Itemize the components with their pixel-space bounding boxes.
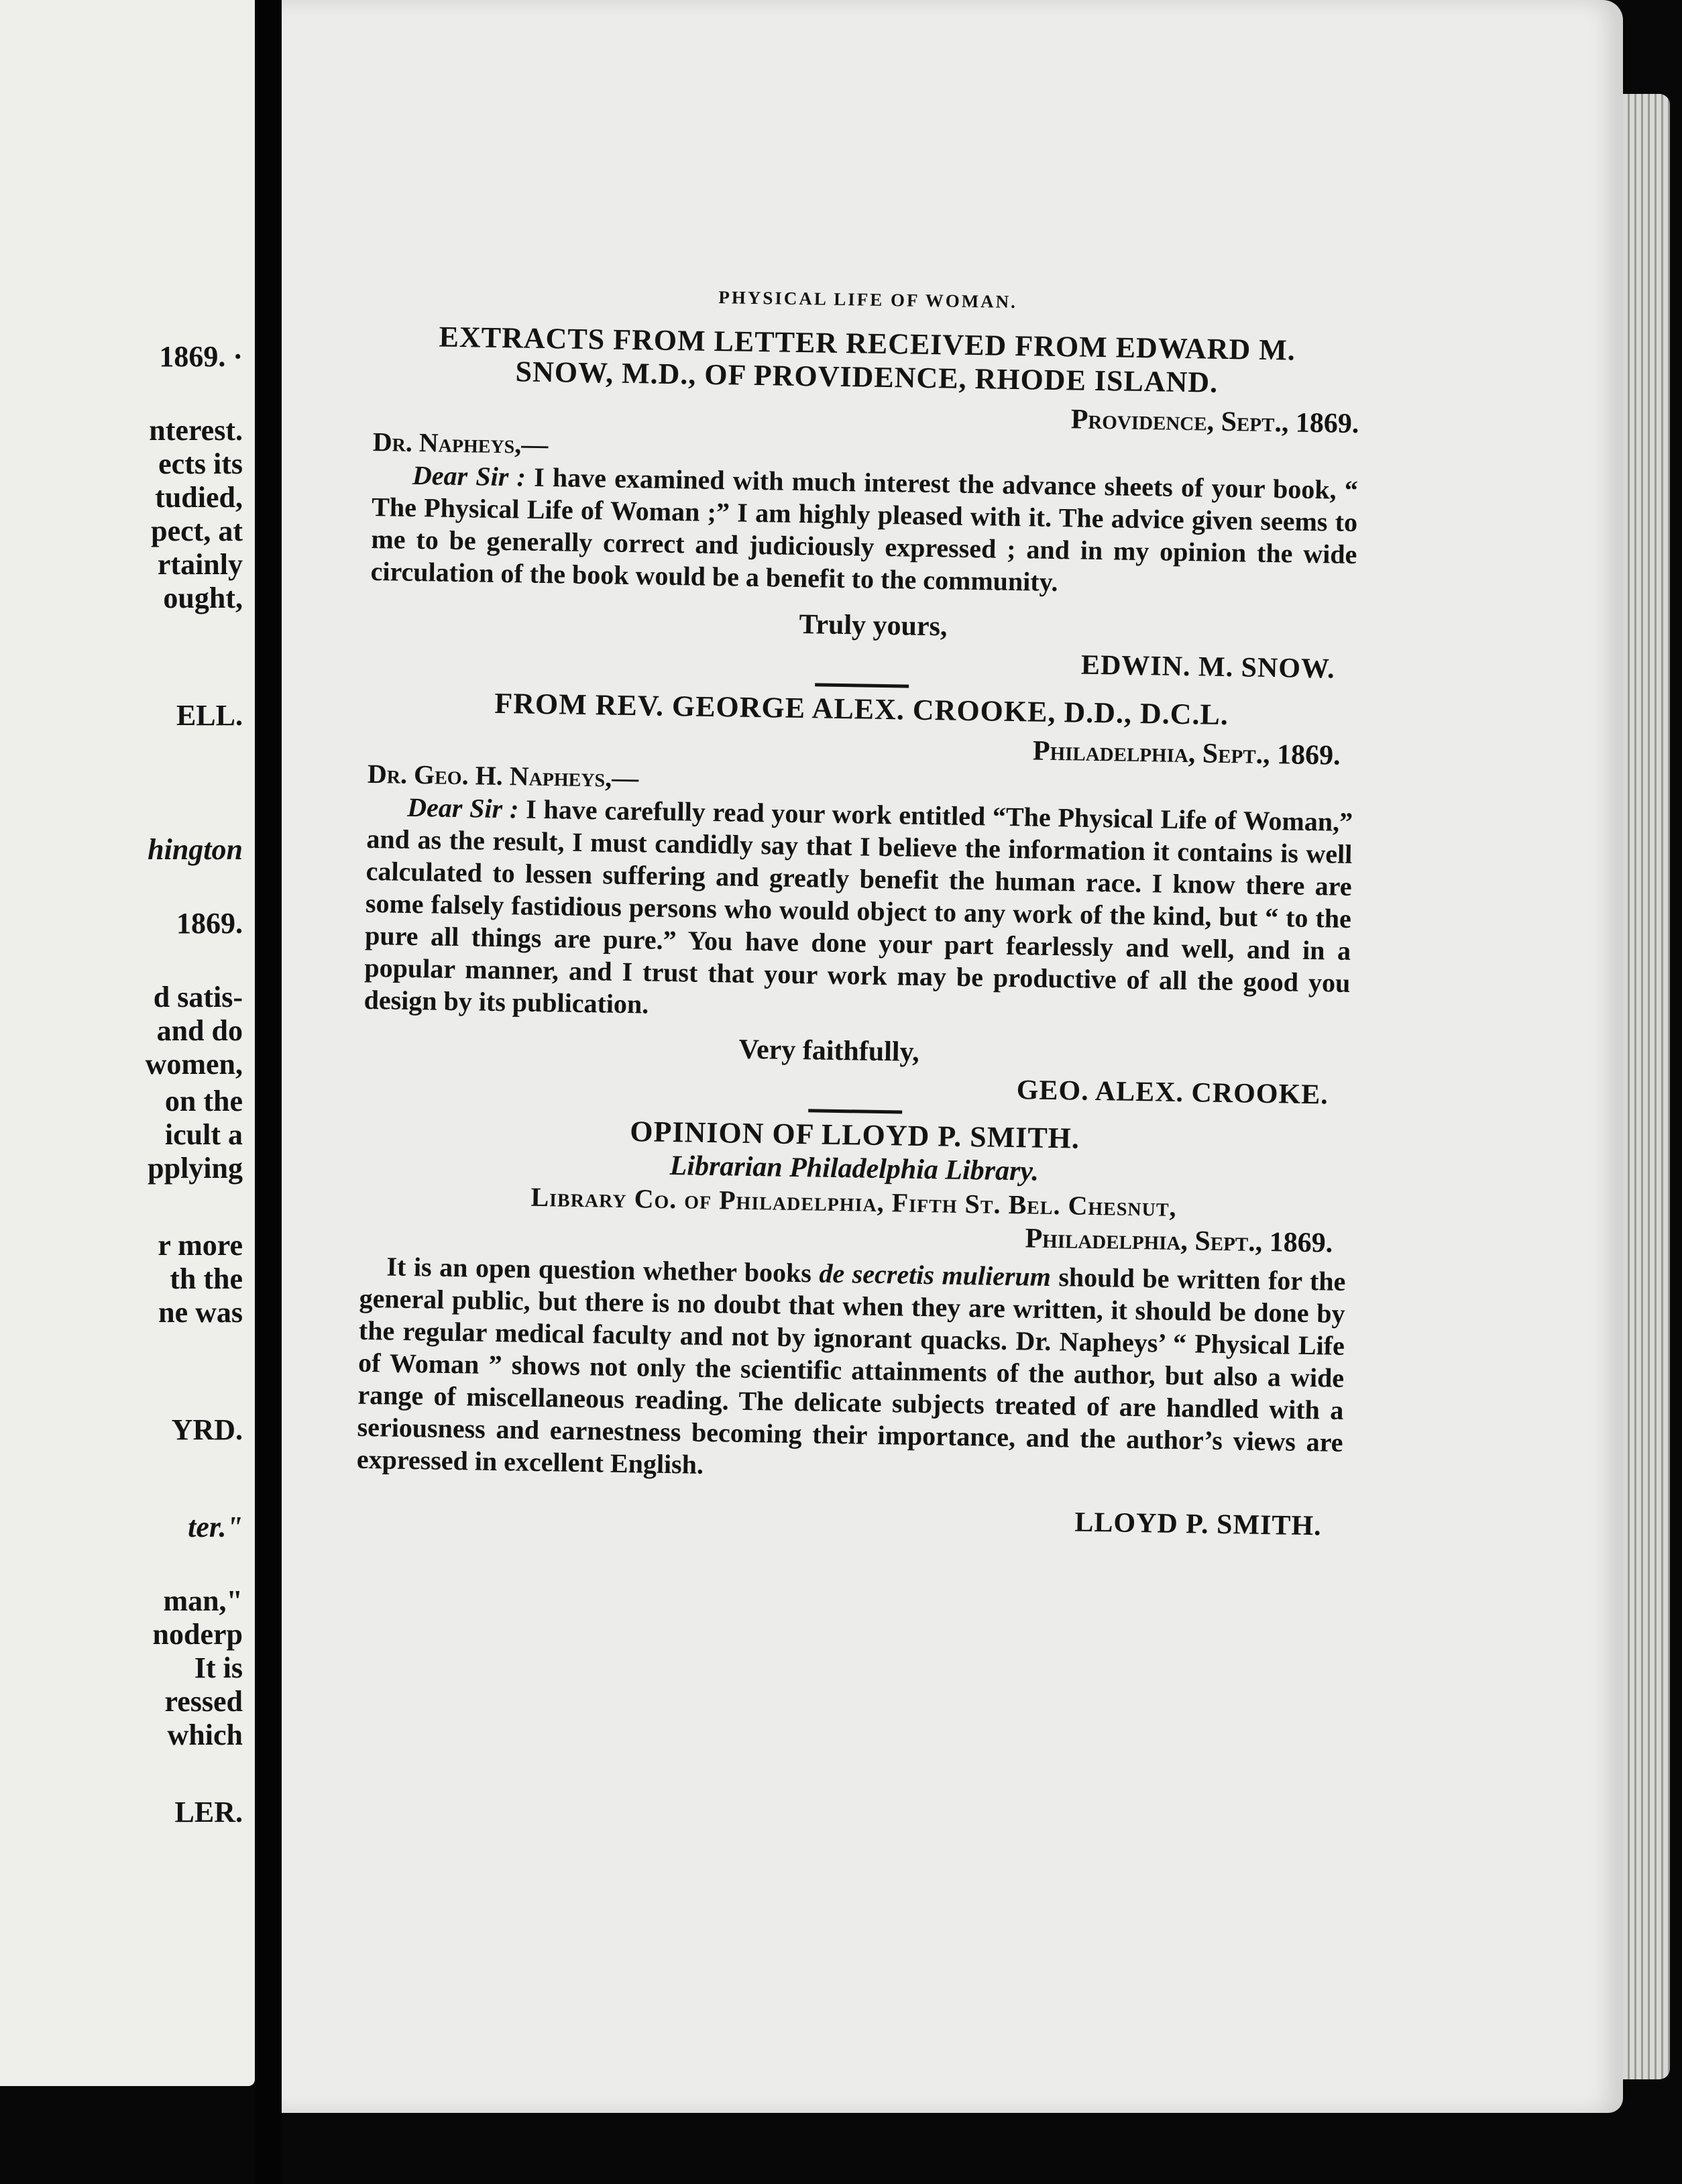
- body-text-cont: should be written for the general public, but there is no doubt that when they are written, it should be done by the regular medical faculty and not by ignorant quacks. Dr. Napheys’ “ Physical Life of Woman ” shows not only the scientific attainments of the author, but also a wide range of miscellaneous reading. The delicate subjects treated of are handled with a seriousness and earnestness becoming their importance, and the author’s views are expressed in excellent English.: [356, 1262, 1346, 1480]
- facing-page-line: tudied,: [155, 481, 243, 514]
- facing-page-line: ne was: [158, 1296, 243, 1329]
- facing-page-line: r more: [158, 1229, 243, 1262]
- letter-crooke: [362, 685, 1354, 1113]
- facing-page-line: on the: [164, 1085, 243, 1117]
- facing-page-line: LER.: [174, 1796, 243, 1828]
- facing-page-line: women,: [145, 1048, 243, 1081]
- letter-snow: [369, 319, 1360, 688]
- facing-page-line: 1869. ·: [159, 340, 243, 373]
- dateline: Philadelphia, Sept., 1869.: [1025, 1223, 1333, 1259]
- letter-body: [370, 459, 1358, 603]
- section-heading: OPINION OF LLOYD P. SMITH.: [629, 1115, 1080, 1155]
- dateline: Philadelphia, Sept., 1869.: [1032, 735, 1341, 771]
- address-line: Library Co. of Philadelphia, Fifth St. Bel. Chesnut,: [530, 1181, 1177, 1222]
- facing-page-line: pplying: [148, 1152, 243, 1185]
- signature: LLOYD P. SMITH.: [1074, 1507, 1322, 1542]
- section-heading: FROM REV. GEORGE ALEX. CROOKE, D.D., D.C.L.: [494, 686, 1229, 732]
- signature: EDWIN. M. SNOW.: [1080, 649, 1335, 685]
- greeting: Dear Sir :: [406, 791, 519, 824]
- section-divider: [815, 683, 909, 688]
- section-heading-cont: SNOW, M.D., OF PROVIDENCE, RHODE ISLAND.: [515, 355, 1219, 399]
- book-gutter: [255, 0, 282, 2184]
- facing-page-line: man,": [163, 1584, 243, 1617]
- dateline: Providence, Sept., 1869.: [1070, 404, 1359, 440]
- latin-phrase: de secretis mulierum: [819, 1258, 1052, 1292]
- facing-page-line: ects its: [158, 447, 243, 480]
- body-text: It is an open question whether books: [386, 1251, 820, 1289]
- opinion-body: [357, 1250, 1346, 1491]
- opinion-smith: [355, 1111, 1348, 1545]
- facing-page-line: ressed: [164, 1685, 243, 1718]
- section-divider: [808, 1109, 902, 1113]
- facing-page-line: and do: [156, 1014, 243, 1047]
- closing: Truly yours,: [799, 608, 948, 643]
- page-edges: [1623, 94, 1670, 2079]
- closing: Very faithfully,: [738, 1034, 920, 1068]
- facing-page-line: pect, at: [151, 514, 243, 547]
- facing-page-line: ELL.: [176, 699, 243, 732]
- facing-page-line: ought,: [163, 582, 243, 614]
- facing-page-line: d satis-: [153, 981, 243, 1014]
- facing-page-line: It is: [194, 1651, 243, 1684]
- facing-page-line: ter.": [188, 1511, 243, 1543]
- section-subheading: Librarian Philadelphia Library.: [669, 1150, 1040, 1187]
- facing-page-line: hington: [148, 833, 243, 866]
- letter-body: [363, 791, 1353, 1032]
- page-text-block: [355, 262, 1361, 1545]
- section-heading: EXTRACTS FROM LETTER RECEIVED FROM EDWARD M.: [439, 320, 1296, 367]
- facing-page-line: 1869.: [176, 907, 243, 940]
- body-text: I have carefully read your work entitled “The Physical Life of Woman,” and as the result, I must candidly say that I believe the information it contains is well calculated to lessen suffering and greatly benefit the human race. I know there are some falsely fastidious persons who would object to any work of the kind, but “ to the pure all things are pure.” You have done your part fearlessly and well, and in a popular manner, and I trust that your work may be productive of all the good you design by its publication.: [363, 794, 1353, 1020]
- salutation: Dr. Geo. H. Napheys,—: [367, 758, 639, 794]
- facing-page-line: icult a: [164, 1118, 243, 1151]
- facing-page-line: nterest.: [149, 414, 243, 447]
- facing-page-line: rtainly: [157, 548, 243, 581]
- facing-page-line: noderp: [152, 1618, 243, 1651]
- facing-page-line: th the: [170, 1262, 243, 1295]
- signature: GEO. ALEX. CROOKE.: [1016, 1075, 1329, 1111]
- running-head: PHYSICAL LIFE OF WOMAN.: [718, 287, 1018, 313]
- body-text: I have examined with much interest the advance sheets of your book, “ The Physical Life of Woman ;” I am highly pleased with it. The advice given seems to me to be generally correct and judiciously expressed ; and in my opinion the wide circulation of the book would be a benefit to the community.: [370, 461, 1359, 598]
- facing-page: [0, 0, 255, 2086]
- facing-page-line: YRD.: [171, 1413, 243, 1446]
- facing-page-line: which: [167, 1718, 243, 1751]
- greeting: Dear Sir :: [412, 459, 526, 492]
- salutation: Dr. Napheys,—: [372, 426, 549, 460]
